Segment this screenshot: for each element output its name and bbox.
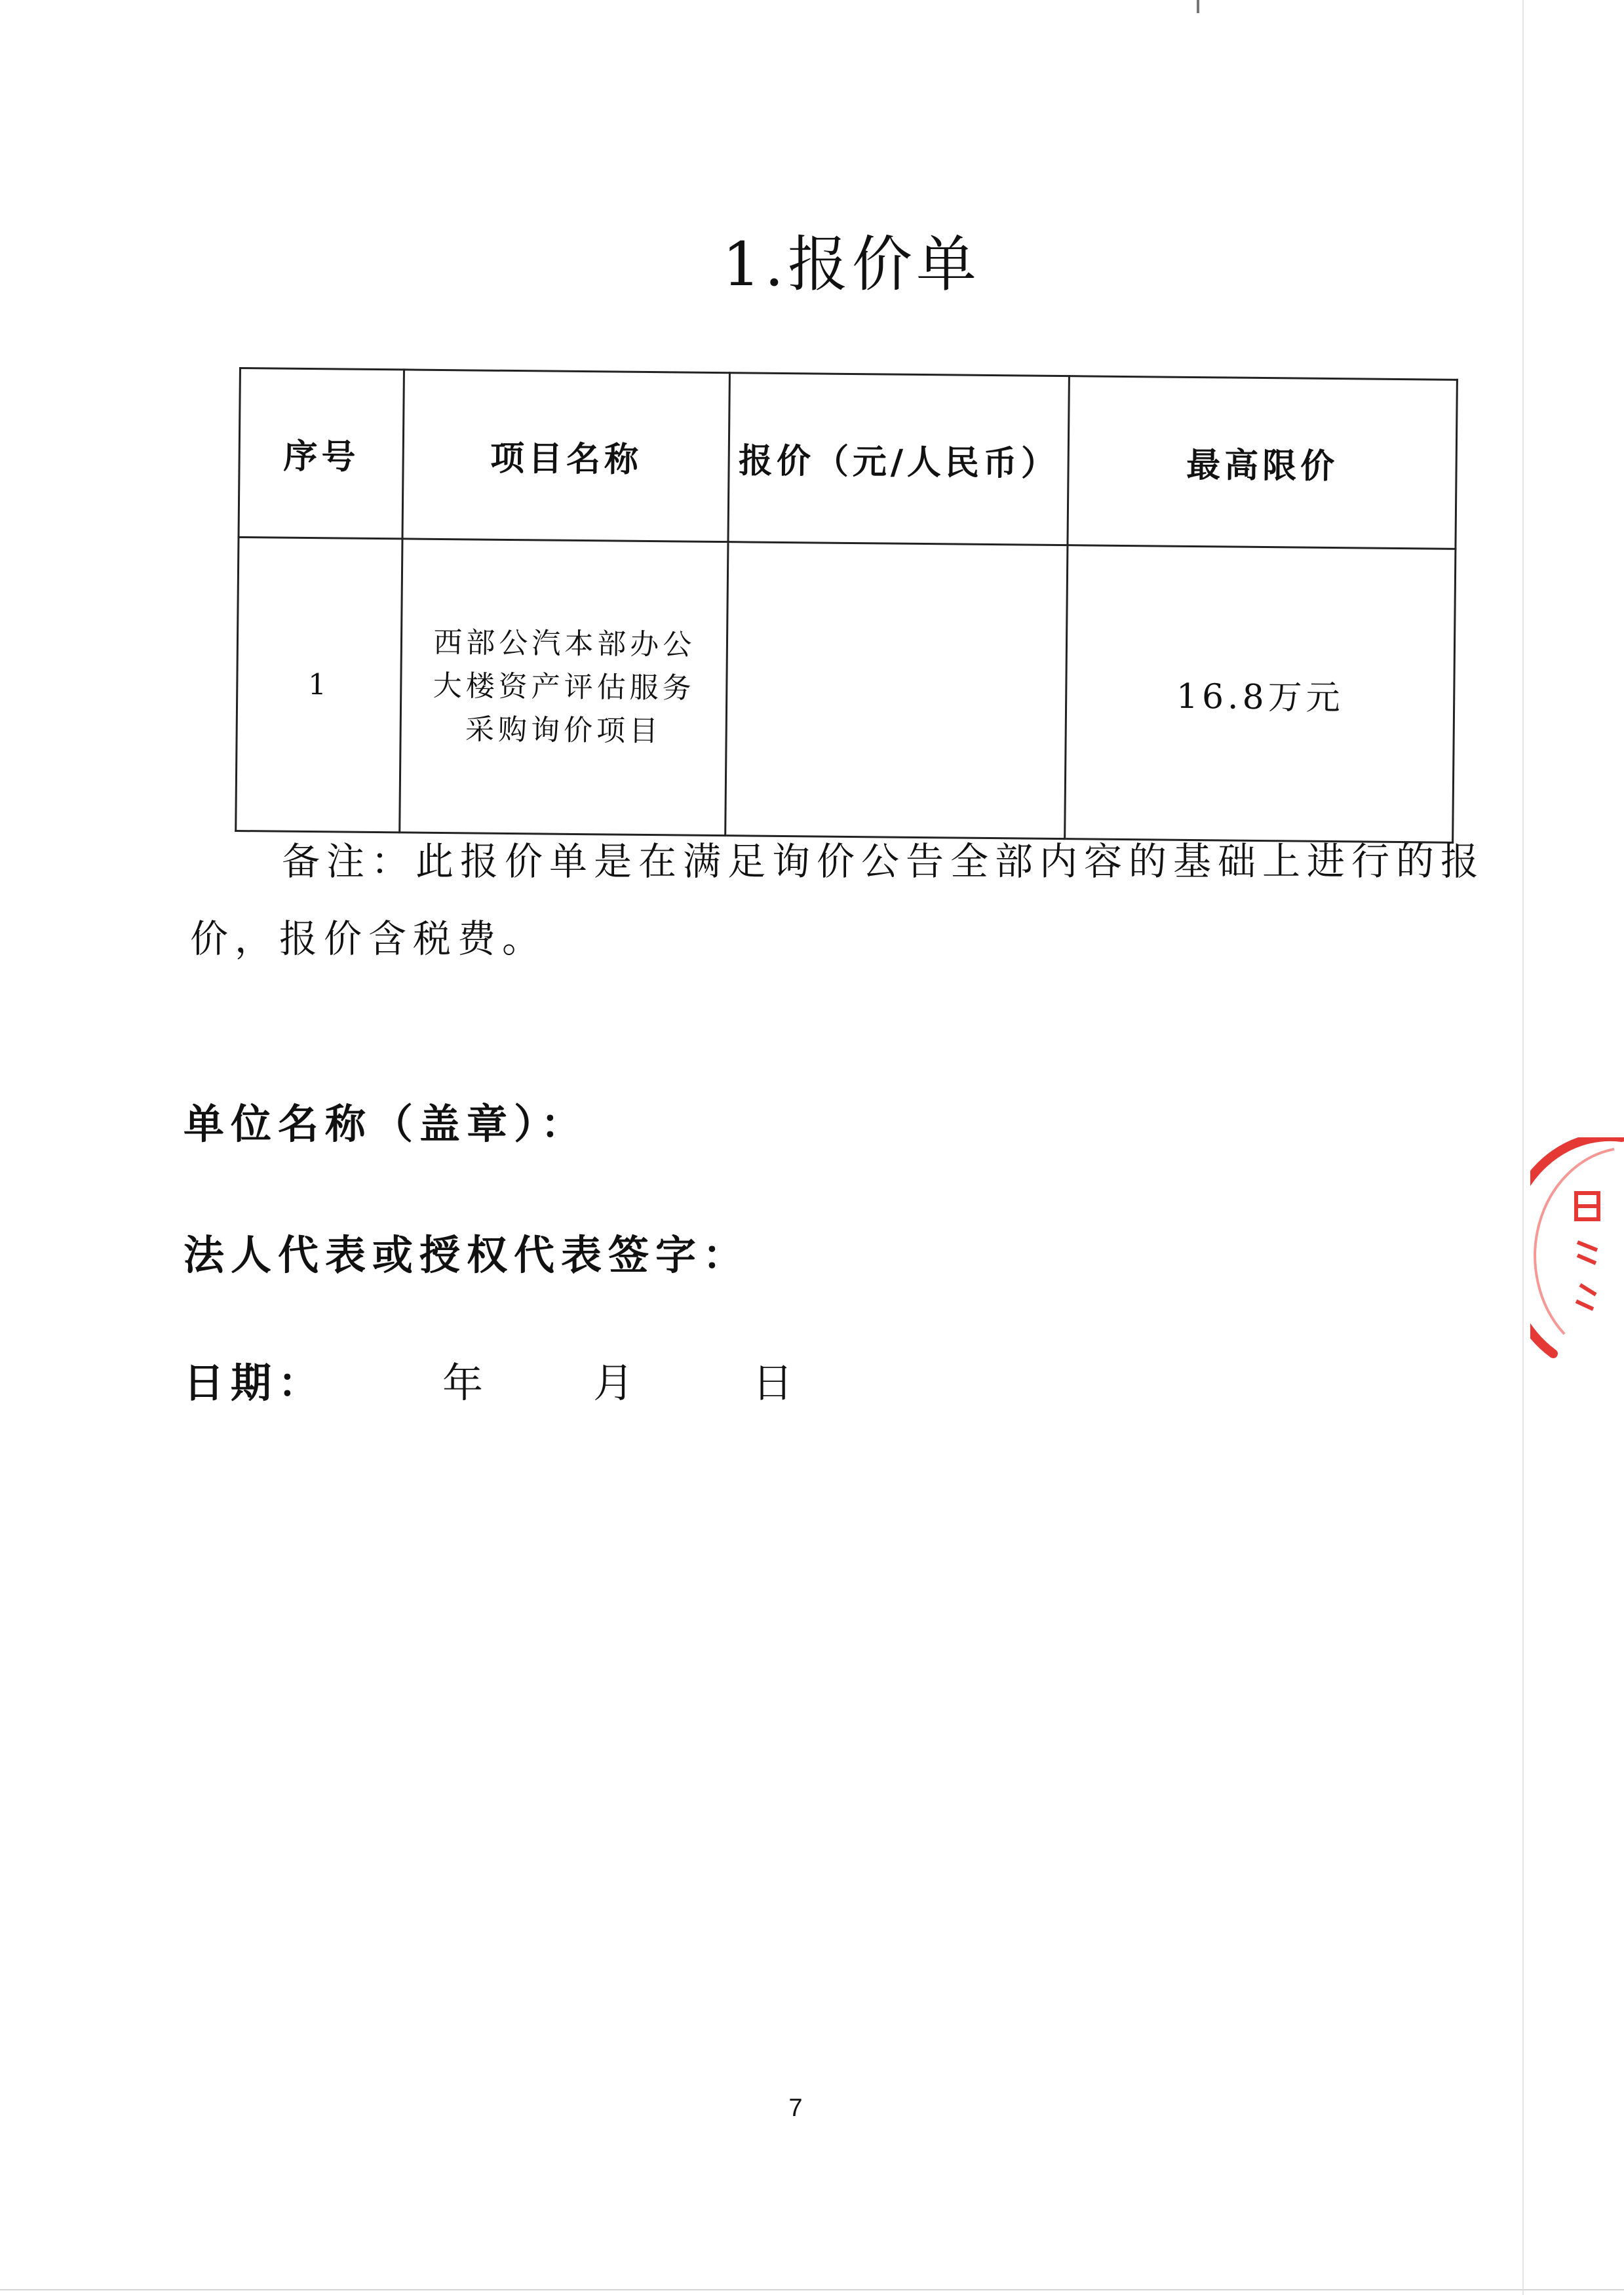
cell-quote[interactable] (725, 542, 1068, 839)
cell-serial-number: 1 (236, 538, 403, 833)
seal-inner-arc (1535, 1149, 1614, 1334)
date-month-label: 月 (593, 1359, 634, 1407)
max-price-text: 16.8万元 (1176, 677, 1345, 718)
page-title: 1.报价单 (722, 229, 980, 300)
scan-bottom-line (0, 2289, 1624, 2290)
cell-max-price (1065, 545, 1456, 843)
date-label: 日期： (184, 1359, 326, 1407)
header-max-price: 最高限价 (1068, 376, 1457, 549)
red-seal-stamp (1530, 1137, 1624, 1373)
page-number: 7 (788, 2094, 803, 2122)
header-serial-number: 序号 (239, 368, 404, 539)
unit-name-label: 单位名称（盖章）： (184, 1100, 589, 1148)
cell-project-name (400, 539, 728, 836)
date-day-label: 日 (752, 1359, 794, 1407)
header-quote: 报价（元/人民币） (728, 373, 1069, 545)
scan-edge-line (1522, 0, 1524, 2295)
scan-top-mark (1197, 0, 1199, 13)
project-name-text: 西部公汽本部办公大楼资产评估服务采购询价项目 (433, 625, 696, 748)
header-project-name: 项目名称 (402, 370, 729, 542)
remark-note: 备注：此报价单是在满足询价公告全部内容的基础上进行的报价，报价含税费。 (190, 839, 1486, 961)
signature-label: 法人代表或授权代表签字： (184, 1231, 750, 1279)
table-row (236, 538, 1456, 843)
quotation-table (235, 367, 1458, 844)
table-header-row (239, 368, 1457, 549)
date-year-label: 年 (442, 1359, 484, 1407)
seal-marks (1576, 1193, 1598, 1309)
seal-ring-arc (1530, 1137, 1622, 1354)
